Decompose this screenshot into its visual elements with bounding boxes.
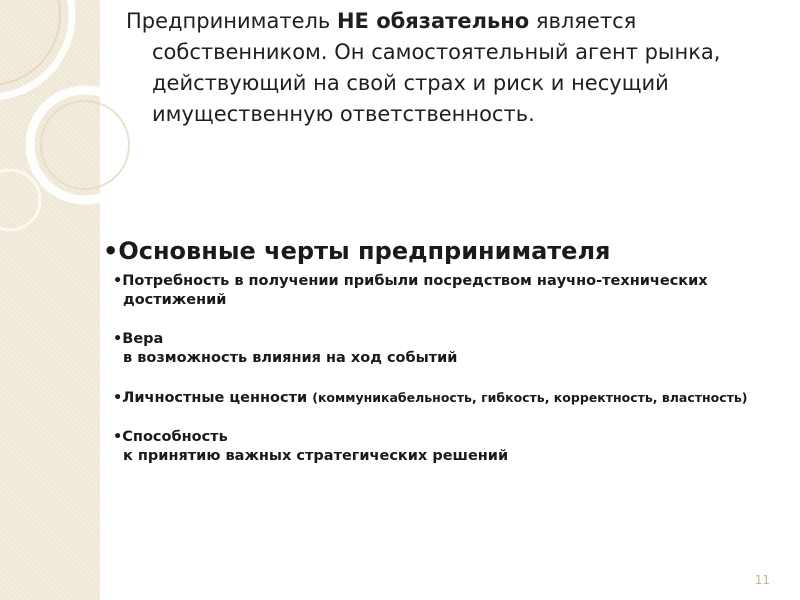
feature-item-line-1: Личностные ценности bbox=[122, 390, 308, 406]
bullet: • bbox=[113, 429, 123, 445]
feature-item-detail: (коммуникабельность, гибкость, корректность, властность) bbox=[312, 390, 748, 405]
intro-line-2: собственником. Он самостоятельный агент рынка, bbox=[152, 40, 721, 64]
feature-item-line-2: достижений bbox=[123, 292, 227, 308]
feature-item-line-2: к принятию важных стратегических решений bbox=[123, 448, 509, 464]
feature-item-line-1: Вера bbox=[122, 331, 164, 347]
intro-paragraph bbox=[126, 6, 766, 130]
intro-line-3: действующий на свой страх и риск и несущий bbox=[152, 71, 669, 95]
intro-line-4: имущественную ответственность. bbox=[152, 102, 535, 126]
intro-line-1-suffix: является bbox=[529, 9, 637, 33]
bullet: • bbox=[113, 390, 123, 406]
features-heading bbox=[103, 236, 793, 266]
feature-item-values bbox=[113, 388, 793, 408]
heading-bullet: • bbox=[103, 237, 119, 265]
bullet: • bbox=[113, 273, 123, 289]
intro-emphasis: НЕ обязательно bbox=[336, 9, 530, 33]
features-list bbox=[103, 236, 793, 466]
feature-item-faith bbox=[113, 330, 793, 368]
feature-item-profit bbox=[113, 272, 793, 310]
intro-line-1 bbox=[126, 6, 766, 37]
feature-item-line-1: Потребность в получении прибыли посредством научно-технических bbox=[122, 273, 708, 289]
page-number: 11 bbox=[754, 573, 770, 587]
intro-line-1-prefix: Предприниматель bbox=[126, 9, 337, 33]
bullet: • bbox=[113, 331, 123, 347]
feature-item-ability bbox=[113, 428, 793, 466]
heading-text: Основные черты предпринимателя bbox=[118, 237, 611, 265]
feature-item-line-1: Способность bbox=[122, 429, 228, 445]
feature-item-line-2: в возможность влияния на ход событий bbox=[123, 350, 458, 366]
